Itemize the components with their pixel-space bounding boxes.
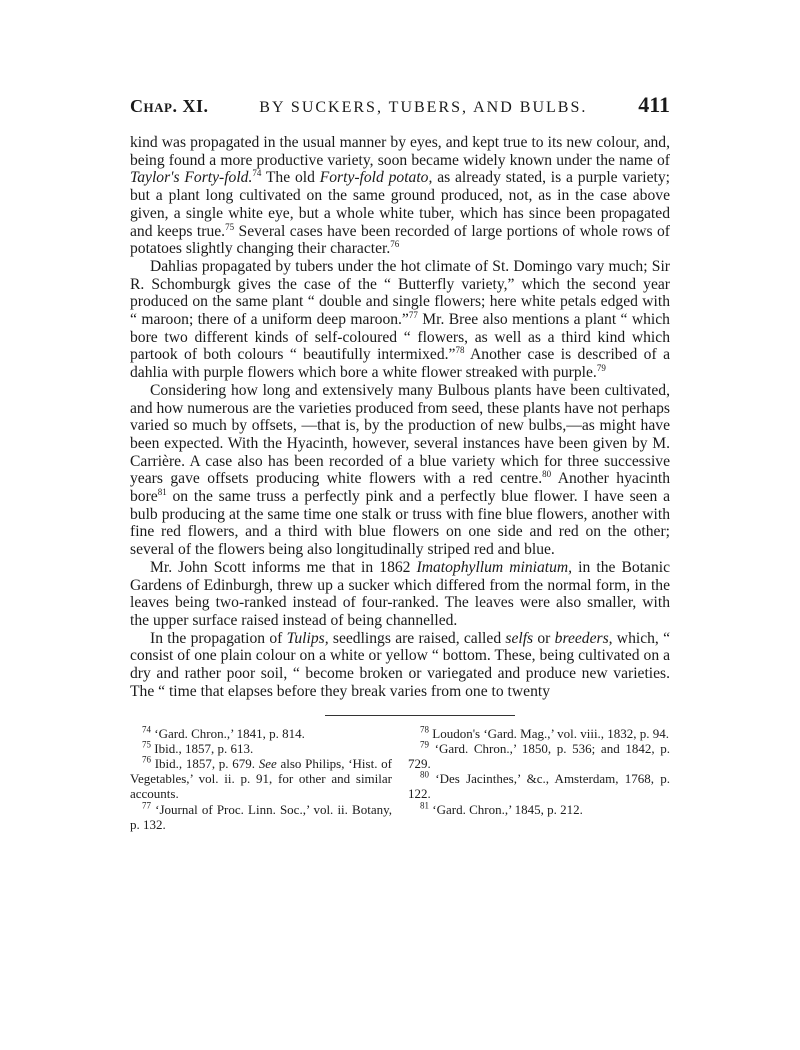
running-title: BY SUCKERS, TUBERS, AND BULBS. bbox=[259, 99, 588, 116]
paragraph bbox=[130, 382, 670, 559]
text-run: Considering how long and extensively many Bulbous plants have been cultivated, and how numerous are the varieties produced from seed, these plants have not perhaps varied so much by offsets, —that is, by the production of new bulbs,—as might have been expected. With the Hyacinth, however, several instances have been given by M. Carrière. A case also has been recorded of a blue variety which for three successive years gave offsets producing white flowers with a red centre. bbox=[130, 381, 670, 488]
book-page bbox=[130, 92, 670, 832]
body-text bbox=[130, 134, 670, 701]
text-run: which, “ consist of one plain colour on a white or yellow “ bottom. These, being cultivated on a dry and rather poor soil, “ become broken or variegated and produce new varieties. The “ time that elapses before they break varies from one to twenty bbox=[130, 629, 671, 700]
footnote bbox=[408, 802, 670, 817]
text-run: ‘Des Jacinthes,’ &c., Amsterdam, 1768, p. 122. bbox=[408, 771, 670, 802]
footnote bbox=[130, 802, 392, 832]
italic-text: Imatophyllum miniatum, bbox=[416, 558, 573, 576]
text-run: Ibid., 1857, p. 679. bbox=[151, 755, 259, 771]
footnote-ref: 81 bbox=[420, 800, 429, 811]
paragraph bbox=[130, 258, 670, 382]
paragraph bbox=[130, 630, 670, 701]
footnote-ref: 74 bbox=[142, 724, 151, 735]
text-run: Mr. Bree also mentions a plant “ which bore two different kinds of self-coloured “ flowers, as well as a third kind which partook of both colours “ beautifully intermixed.” bbox=[130, 311, 670, 364]
text-run: Another case is described of a dahlia with purple flowers which bore a white flower streaked with purple. bbox=[130, 346, 670, 382]
text-run: Mr. John Scott informs me that in 1862 bbox=[150, 558, 417, 576]
footnote-ref: 77 bbox=[408, 309, 418, 320]
footnotes bbox=[130, 726, 670, 832]
text-run: kind was propagated in the usual manner by eyes, and kept true to its new colour, and, being found a more productive variety, soon became widely known under the name of bbox=[130, 134, 670, 169]
italic-text: selfs bbox=[505, 629, 534, 647]
footnote-divider bbox=[325, 715, 515, 716]
footnotes-left-column bbox=[130, 726, 392, 832]
footnote-ref: 76 bbox=[142, 754, 151, 765]
text-run: Ibid., 1857, p. 613. bbox=[151, 740, 254, 756]
footnote-ref: 75 bbox=[225, 221, 235, 232]
footnote-ref: 75 bbox=[142, 739, 151, 750]
footnote bbox=[130, 726, 392, 741]
page-number: 411 bbox=[638, 92, 670, 117]
footnote-ref: 80 bbox=[420, 769, 429, 780]
footnote bbox=[130, 756, 392, 802]
footnote-ref: 76 bbox=[390, 239, 400, 250]
footnote-ref: 74 bbox=[252, 168, 262, 179]
text-run: ‘Gard. Chron.,’ 1841, p. 814. bbox=[151, 725, 305, 741]
text-run: ‘Journal of Proc. Linn. Soc.,’ vol. ii. Botany, p. 132. bbox=[130, 801, 392, 832]
footnote-ref: 78 bbox=[420, 724, 429, 735]
paragraph bbox=[130, 559, 670, 630]
footnote bbox=[408, 726, 670, 741]
text-run: Another hyacinth bore bbox=[130, 470, 670, 506]
italic-text: breeders, bbox=[554, 629, 613, 647]
text-run: The old bbox=[261, 169, 320, 187]
footnote-ref: 80 bbox=[542, 469, 552, 480]
italic-text: See bbox=[258, 755, 277, 771]
text-run: also Philips, ‘Hist. of Vegetables,’ vol. ii. p. 91, for other and similar accounts. bbox=[130, 755, 392, 802]
text-run: in the Botanic Gardens of Edinburgh, threw up a sucker which differed from the normal form, in the leaves being two-ranked instead of four-ranked. The leaves were also smaller, with the upper surface raised instead of being channelled. bbox=[130, 558, 670, 629]
footnote-ref: 78 bbox=[455, 345, 465, 356]
italic-text: Forty-fold potato, bbox=[319, 169, 433, 187]
text-run: ‘Gard. Chron.,’ 1845, p. 212. bbox=[429, 801, 583, 817]
italic-text: Taylor's Forty-fold. bbox=[130, 169, 253, 187]
text-run: Loudon's ‘Gard. Mag.,’ vol. viii., 1832, p. 94. bbox=[429, 725, 670, 741]
footnote bbox=[408, 771, 670, 801]
footnotes-right-column bbox=[408, 726, 670, 832]
chapter-label: Chap. XI. bbox=[130, 96, 209, 116]
text-run: Dahlias propagated by tubers under the hot climate of St. Domingo vary much; Sir R. Schomburgk gives the case of the “ Butterfly variety,” which the second year produced on the same plant “ double and single flowers; here white petals edged with “ maroon; there of a uniform deep maroon.” bbox=[130, 257, 670, 329]
footnote bbox=[130, 741, 392, 756]
paragraph bbox=[130, 134, 670, 258]
text-run: ‘Gard. Chron.,’ 1850, p. 536; and 1842, p. 729. bbox=[408, 740, 670, 771]
text-run: In the propagation of bbox=[150, 629, 287, 647]
footnote-ref: 79 bbox=[596, 362, 606, 373]
text-run: or bbox=[533, 629, 555, 647]
footnote-ref: 81 bbox=[157, 486, 167, 497]
text-run: on the same truss a perfectly pink and a perfectly blue flower. I have seen a bulb producing at the same time one stalk or truss with fine blue flowers, another with fine red flowers, and a third with blue flowers on one side and red on the other; several of the flowers being also longitudinally striped red and blue. bbox=[130, 488, 670, 559]
running-header bbox=[130, 92, 670, 128]
footnote-ref: 79 bbox=[420, 739, 429, 750]
italic-text: Tulips, bbox=[286, 629, 329, 647]
footnote-ref: 77 bbox=[142, 800, 151, 811]
text-run: Several cases have been recorded of large portions of whole rows of potatoes slightly changing their character. bbox=[130, 222, 670, 258]
text-run: as already stated, is a purple variety; but a plant long cultivated on the same ground produced, not, as in the case above given, a single white eye, but a whole white tuber, which has since been propagated and keeps true. bbox=[130, 169, 671, 240]
text-run: seedlings are raised, called bbox=[328, 629, 506, 647]
footnote bbox=[408, 741, 670, 771]
